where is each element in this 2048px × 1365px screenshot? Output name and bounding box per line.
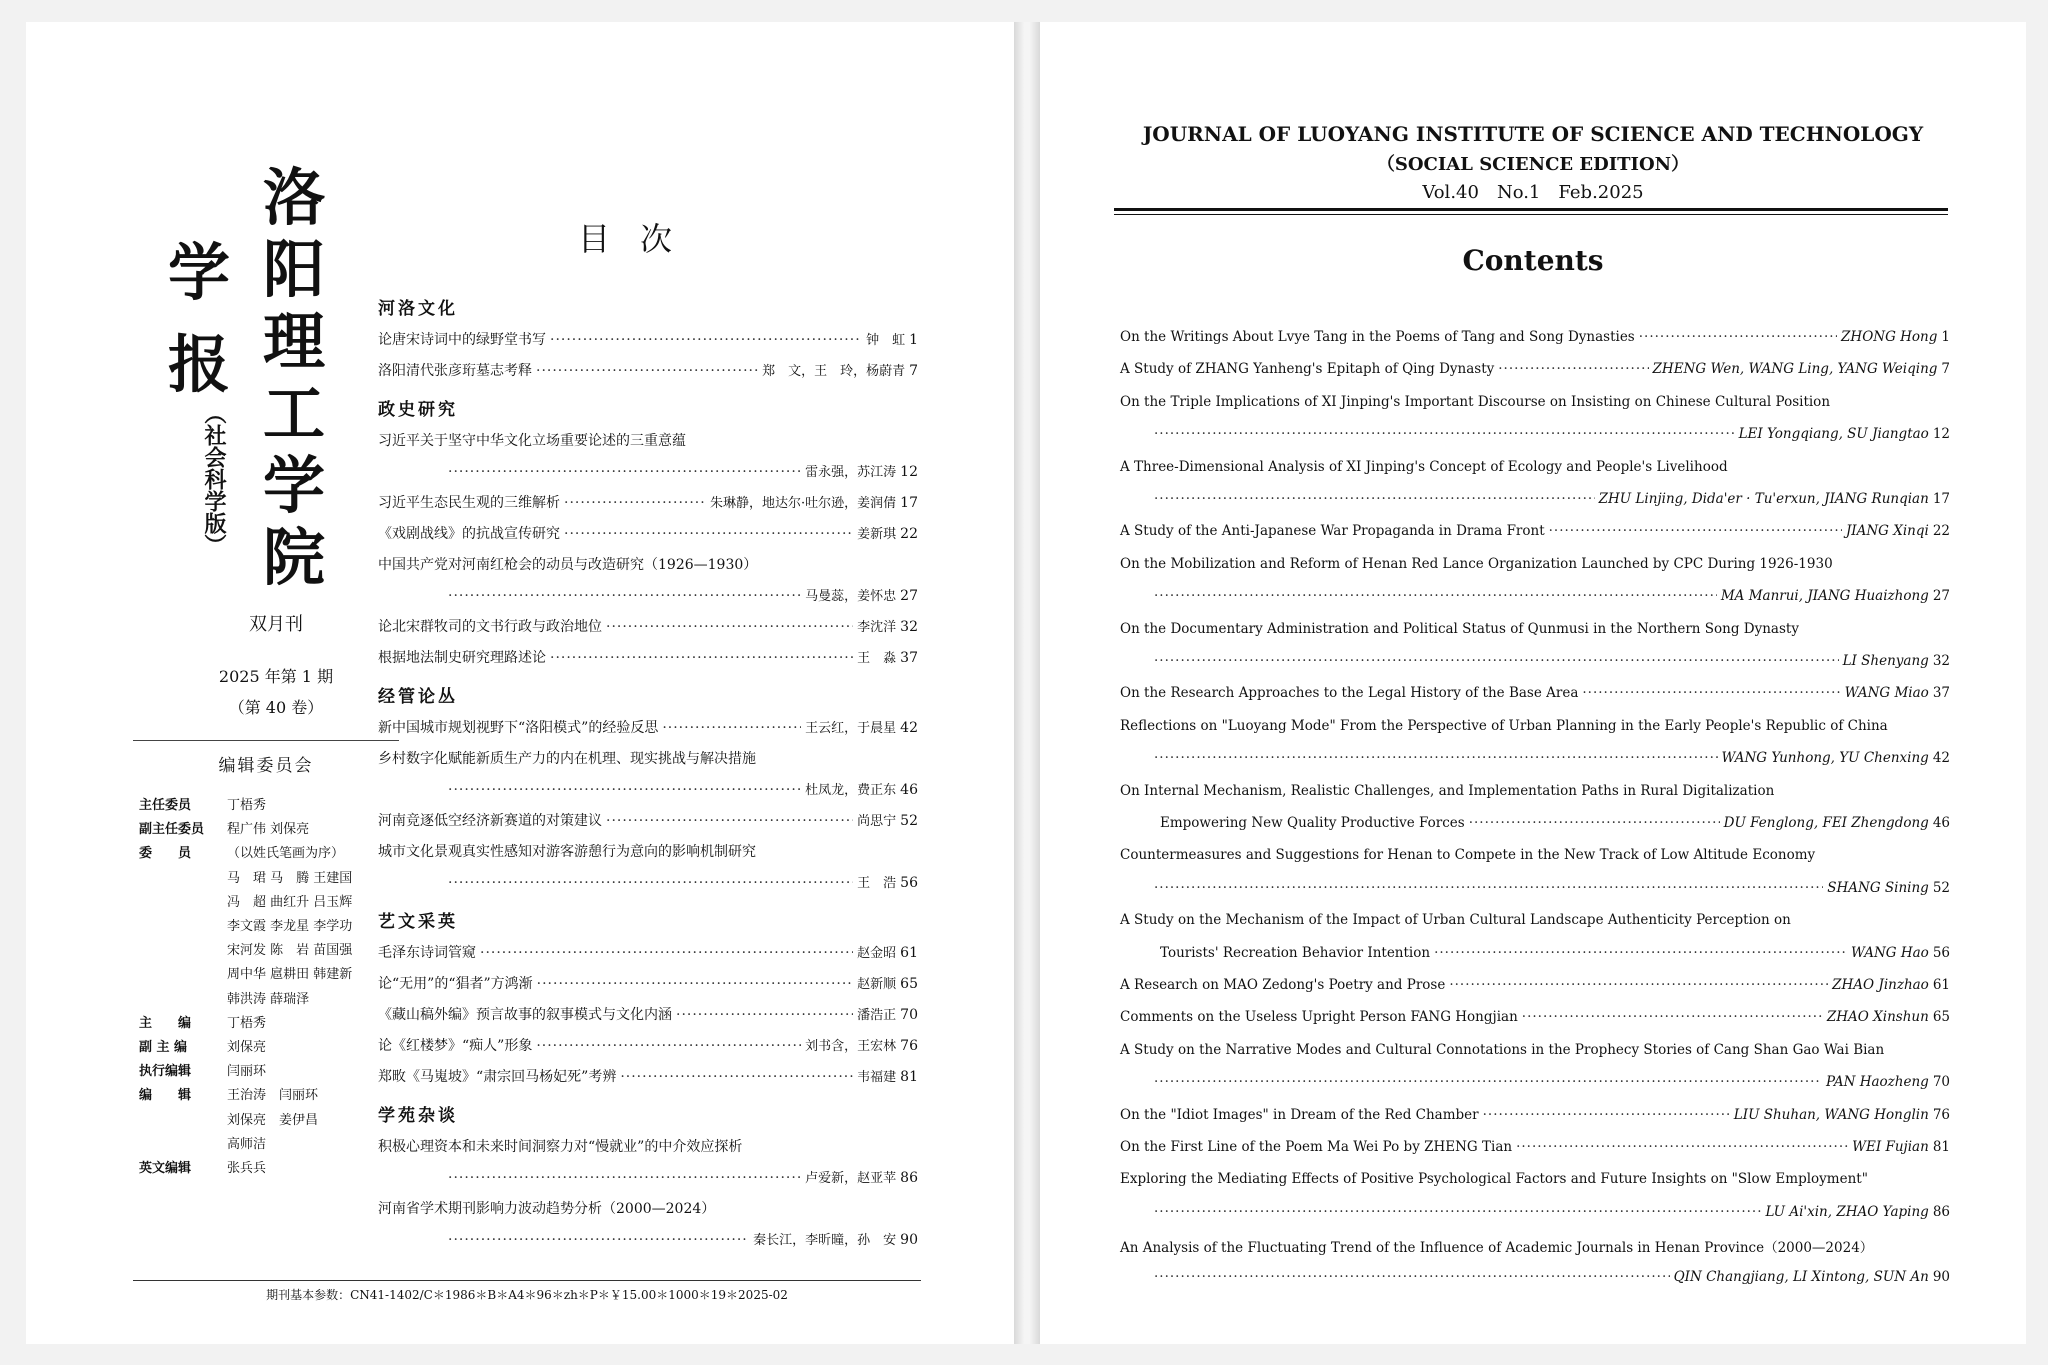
board-names: 李文霞 李龙星 李学功 <box>227 919 353 934</box>
title-char: 学 <box>167 236 230 309</box>
toc-entry-page: 1 <box>1941 329 1950 345</box>
toc-entry-title: 积极心理资本和未来时间洞察力对“慢就业”的中介效应探析 <box>378 1139 743 1155</box>
toc-entry <box>378 329 918 349</box>
toc-leader-dots <box>1154 491 1595 507</box>
toc-entry-page: 7 <box>909 363 918 379</box>
title-char: 院 <box>262 521 325 594</box>
board-row <box>139 963 402 982</box>
toc-entry-page: 32 <box>900 619 918 635</box>
toc-entry-page: 17 <box>1932 491 1950 507</box>
toc-entry-author: LEI Yongqiang, SU Jiangtao <box>1738 426 1929 443</box>
toc-entry-author: ZHAO Xinshun <box>1826 1009 1929 1026</box>
toc-entry <box>1150 1204 1950 1220</box>
toc-leader-dots <box>1522 1009 1823 1025</box>
toc-entry <box>1150 1269 1950 1285</box>
toc-entry <box>1120 847 1950 863</box>
toc-entry <box>1120 523 1950 539</box>
toc-entry-page: 32 <box>1932 653 1950 669</box>
toc-entry-author: 杜凤龙，费正东 <box>805 783 897 798</box>
toc-entry-page: 52 <box>1932 879 1950 896</box>
toc-entry-author: 朱琳静，地达尔·吐尔逊，姜润倩 <box>710 496 897 511</box>
toc-entry-page: 37 <box>900 650 918 666</box>
toc-entry-title: On the First Line of the Poem Ma Wei Po by ZHENG Tian <box>1120 1139 1513 1155</box>
toc-leader-dots <box>564 495 706 511</box>
toc-entry-author: WANG Miao <box>1844 685 1929 702</box>
toc-entry-title: 新中国城市规划视野下“洛阳模式”的经验反思 <box>378 720 659 736</box>
toc-entry-page: 70 <box>1932 1074 1950 1091</box>
toc-entry-title: 论“无用”的“猖者”方鸿渐 <box>378 976 533 992</box>
toc-entry-title: On the Documentary Administration and Political Status of Qunmusi in the Northern Song Dynasty <box>1120 620 1799 637</box>
toc-entry <box>378 810 918 830</box>
toc-leader-dots <box>662 720 801 736</box>
toc-leader-dots <box>536 1038 801 1054</box>
board-names: 王治涛 闫丽环 <box>227 1088 319 1104</box>
board-names: 马 珺 马 腾 王建国 <box>227 870 353 886</box>
toc-entry <box>444 585 918 604</box>
toc-entry-author: ZHONG Hong <box>1841 329 1938 345</box>
contents-heading: Contents <box>1462 244 1604 277</box>
toc-entry-title: 根据地法制史研究理路述论 <box>378 650 546 666</box>
toc-entry <box>378 492 918 512</box>
toc-entry-author: 郑 文，王 玲，杨蔚青 <box>762 364 906 379</box>
board-names: 刘保亮 姜伊昌 <box>227 1112 319 1128</box>
toc-leader-dots <box>448 1170 801 1186</box>
toc-entry-author: 韦福建 <box>857 1070 897 1085</box>
toc-entry-author: ZHAO Jinzhao <box>1832 977 1929 993</box>
journal-issue-en: Vol.40 No.1 Feb.2025 <box>1422 182 1644 203</box>
toc-entry-author: 王 淼 <box>857 651 897 666</box>
toc-leader-dots <box>448 464 801 480</box>
toc-entry <box>1120 1107 1950 1123</box>
board-row <box>139 1157 402 1176</box>
toc-entry-author: 卢爱新，赵亚苹 <box>805 1171 897 1186</box>
toc-leader-dots <box>564 526 853 542</box>
toc-entry <box>444 461 918 480</box>
toc-entry <box>378 1136 918 1156</box>
toc-section-heading: 经管论丛 <box>378 687 458 707</box>
toc-entry-page: 7 <box>1941 361 1950 378</box>
volume-label: （第 40 卷） <box>228 698 324 717</box>
board-role <box>139 939 227 958</box>
toc-entry-author: ZHENG Wen, WANG Ling, YANG Weiqing <box>1652 361 1938 378</box>
edition-label: （社会科学版） <box>201 402 226 556</box>
journal-subtitle-vertical <box>159 227 239 411</box>
toc-entry-title: A Three-Dimensional Analysis of XI Jinping's Concept of Ecology and People's Livelihood <box>1120 458 1728 475</box>
toc-entry-author: WEI Fujian <box>1852 1139 1929 1155</box>
toc-entry <box>378 942 918 962</box>
toc-entry-title: A Study of the Anti-Japanese War Propaganda in Drama Front <box>1120 523 1545 540</box>
toc-entry <box>1120 621 1950 637</box>
toc-entry <box>1150 653 1950 669</box>
toc-entry <box>1150 880 1950 896</box>
toc-entry-title: On the "Idiot Images" in Dream of the Red Chamber <box>1120 1106 1479 1123</box>
toc-entry-author: 雷永强，苏江涛 <box>805 465 897 480</box>
divider <box>1114 214 1948 215</box>
toc-entry-title: 河南省学术期刊影响力波动趋势分析（2000—2024） <box>378 1201 716 1217</box>
toc-entry <box>1120 783 1950 799</box>
board-role: 主 编 <box>139 1015 192 1031</box>
toc-entry-author: 王云红，于晨星 <box>805 721 897 736</box>
board-row <box>139 1012 402 1031</box>
toc-entry-page: 17 <box>900 495 918 511</box>
toc-entry <box>1120 977 1950 993</box>
journal-name-en: JOURNAL OF LUOYANG INSTITUTE OF SCIENCE AND TECHNOLOGY <box>1142 122 1924 146</box>
divider <box>133 740 399 741</box>
divider <box>133 1280 921 1281</box>
toc-entry <box>378 717 918 737</box>
toc-entry-author: ZHU Linjing, Dida'er · Tu'erxun, JIANG Runqian <box>1598 491 1929 507</box>
toc-entry-title: On Internal Mechanism, Realistic Challenges, and Implementation Paths in Rural Digitalization <box>1120 782 1775 799</box>
toc-entry-title: 习近平生态民生观的三维解析 <box>378 495 560 511</box>
board-names: 宋河发 陈 岩 苗国强 <box>227 943 353 959</box>
toc-entry <box>378 554 918 574</box>
board-role: 执行编辑 <box>139 1064 192 1080</box>
toc-entry <box>1150 491 1950 507</box>
toc-entry-title: On the Mobilization and Reform of Henan Red Lance Organization Launched by CPC During 1926-1930 <box>1120 555 1833 572</box>
board-role <box>139 915 227 934</box>
toc-entry-page: 61 <box>900 945 918 961</box>
board-names: 高师洁 <box>227 1136 267 1152</box>
toc-entry-title: 论《红楼梦》“痴人”形象 <box>378 1038 533 1054</box>
toc-entry-title: Countermeasures and Suggestions for Henan to Compete in the New Track of Low Altitude Economy <box>1120 847 1816 864</box>
toc-entry <box>444 1229 918 1248</box>
toc-entry-title: 乡村数字化赋能新质生产力的内在机理、现实挑战与解决措施 <box>378 751 756 767</box>
toc-entry <box>444 872 918 891</box>
toc-entry-author: 王 浩 <box>857 876 897 891</box>
board-role <box>139 988 227 1007</box>
toc-entry <box>378 1004 918 1024</box>
toc-entry-title: 《戏剧战线》的抗战宣传研究 <box>378 526 560 542</box>
board-row <box>139 939 402 958</box>
toc-entry-title: 洛阳清代张彦珩墓志考释 <box>378 363 532 379</box>
page-gutter <box>1014 22 1040 1344</box>
toc-leader-dots <box>448 1232 749 1248</box>
toc-entry-page: 52 <box>900 813 918 829</box>
board-role <box>139 867 227 886</box>
journal-edition-en: （SOCIAL SCIENCE EDITION） <box>1376 154 1690 175</box>
board-row <box>139 842 402 861</box>
english-contents-page <box>1040 22 2026 1344</box>
toc-leader-dots <box>1434 945 1847 961</box>
toc-entry-page: 90 <box>900 1232 918 1248</box>
toc-entry-author: 马曼蕊，姜怀忠 <box>805 589 897 604</box>
toc-leader-dots <box>1154 750 1718 766</box>
board-role: 委 员 <box>139 846 192 862</box>
board-role: 副主任委员 <box>139 822 205 838</box>
toc-entry-page: 65 <box>1932 1009 1950 1026</box>
board-role <box>139 891 227 910</box>
toc-entry-page: 76 <box>900 1038 918 1054</box>
board-row <box>139 1060 402 1079</box>
toc-entry <box>1120 1042 1950 1058</box>
toc-entry <box>378 1198 918 1218</box>
toc-entry <box>1150 750 1950 766</box>
board-names: 韩洪涛 薛瑞泽 <box>227 991 310 1007</box>
toc-entry <box>378 647 918 667</box>
toc-entry <box>1120 459 1950 475</box>
toc-entry-title: Comments on the Useless Upright Person FANG Hongjian <box>1120 1009 1518 1026</box>
toc-entry <box>1120 912 1950 928</box>
toc-leader-dots <box>1639 329 1837 345</box>
toc-entry-page: 1 <box>909 332 918 348</box>
board-names: 刘保亮 <box>227 1040 267 1055</box>
toc-entry <box>378 841 918 861</box>
toc-entry-author: 秦长江，李昕曈，孙 安 <box>753 1233 897 1248</box>
toc-entry-author: SHANG Sining <box>1827 879 1929 896</box>
title-char: 学 <box>262 449 325 522</box>
toc-leader-dots <box>1483 1107 1730 1123</box>
board-role <box>139 963 227 982</box>
toc-entry-title: Tourists' Recreation Behavior Intention <box>1160 944 1431 961</box>
toc-entry-title: 《藏山稿外编》预言故事的叙事模式与文化内涵 <box>378 1007 672 1023</box>
title-char: 报 <box>167 328 230 401</box>
toc-entry-title: 毛泽东诗词管窥 <box>378 945 476 961</box>
toc-entry <box>378 523 918 543</box>
toc-leader-dots <box>1154 588 1717 604</box>
toc-entry-title: A Study on the Narrative Modes and Cultural Connotations in the Prophecy Stories of Cang Shan Gao Wai Bian <box>1120 1041 1885 1058</box>
toc-entry-title: On the Triple Implications of XI Jinping's Important Discourse on Insisting on Chinese Cultural Position <box>1120 393 1831 410</box>
toc-entry-author: WANG Yunhong, YU Chenxing <box>1721 750 1929 767</box>
toc-entry-author: 姜新琪 <box>857 527 897 542</box>
title-char: 工 <box>262 377 325 450</box>
toc-leader-dots <box>1154 1074 1822 1090</box>
board-names: （以姓氏笔画为序） <box>227 846 345 862</box>
toc-entry <box>1160 815 1950 831</box>
toc-entry-author: 刘书含，王宏林 <box>805 1039 897 1054</box>
board-row <box>139 1084 402 1103</box>
toc-entry-author: 李沈洋 <box>857 620 897 635</box>
toc-section-heading: 学苑杂谈 <box>378 1106 458 1126</box>
toc-leader-dots <box>1582 685 1840 701</box>
board-role: 编 辑 <box>139 1088 192 1104</box>
toc-entry-author: QIN Changjiang, LI Xintong, SUN An <box>1673 1268 1929 1285</box>
toc-entry-title: Exploring the Mediating Effects of Positive Psychological Factors and Future Insights on "Slow Employment" <box>1120 1171 1868 1188</box>
toc-entry <box>444 1167 918 1186</box>
toc-entry <box>378 616 918 636</box>
frequency-label: 双月刊 <box>249 614 303 635</box>
toc-entry-title: On the Research Approaches to the Legal History of the Base Area <box>1120 685 1579 702</box>
toc-leader-dots <box>448 782 801 798</box>
toc-entry <box>1120 718 1950 734</box>
toc-entry <box>1120 556 1950 572</box>
toc-leader-dots <box>537 976 854 992</box>
board-names: 程广伟 刘保亮 <box>227 822 310 838</box>
toc-entry <box>1120 1171 1950 1187</box>
toc-leader-dots <box>550 650 853 666</box>
toc-section-heading: 艺文采英 <box>378 912 458 932</box>
toc-leader-dots <box>448 875 853 891</box>
toc-entry-author: LI Shenyang <box>1842 653 1929 669</box>
toc-entry <box>378 1035 918 1055</box>
toc-entry-page: 27 <box>1932 588 1950 605</box>
toc-entry-author: LIU Shuhan, WANG Honglin <box>1733 1106 1929 1123</box>
toc-leader-dots <box>536 363 758 379</box>
toc-entry-author: 尚思宁 <box>857 814 897 829</box>
divider <box>1114 208 1948 211</box>
toc-entry-title: 习近平关于坚守中华文化立场重要论述的三重意蕴 <box>378 433 686 449</box>
toc-entry-title: Empowering New Quality Productive Forces <box>1160 815 1465 831</box>
toc-leader-dots <box>1516 1139 1848 1155</box>
toc-entry-title: 河南竞逐低空经济新赛道的对策建议 <box>378 813 602 829</box>
issue-label: 2025 年第 1 期 <box>218 667 334 686</box>
title-char: 洛 <box>262 161 325 234</box>
toc-entry <box>378 748 918 768</box>
toc-leader-dots <box>1154 880 1823 896</box>
toc-entry-author: DU Fenglong, FEI Zhengdong <box>1723 815 1929 831</box>
toc-entry-author: 赵新顺 <box>857 977 897 992</box>
toc-leader-dots <box>550 332 862 348</box>
board-role: 英文编辑 <box>139 1161 192 1176</box>
board-names: 周中华 扈耕田 韩建新 <box>227 967 353 983</box>
toc-entry-page: 12 <box>900 464 918 480</box>
toc-entry-author: JIANG Xinqi <box>1845 523 1929 540</box>
board-names: 张兵兵 <box>227 1161 267 1176</box>
board-row <box>139 988 402 1007</box>
board-role <box>139 1133 227 1152</box>
toc-entry-title: A Study of ZHANG Yanheng's Epitaph of Qing Dynasty <box>1120 361 1495 378</box>
toc-leader-dots <box>1498 361 1648 377</box>
board-row <box>139 1036 402 1055</box>
toc-leader-dots <box>1154 1269 1670 1285</box>
toc-entry-title: 城市文化景观真实性感知对游客游憩行为意向的影响机制研究 <box>378 844 756 860</box>
toc-entry-page: 27 <box>900 588 918 604</box>
toc-leader-dots <box>448 588 801 604</box>
toc-entry-page: 37 <box>1932 685 1950 702</box>
toc-entry <box>1120 329 1950 345</box>
journal-parameters: 期刊基本参数：CN41-1402/C＊1986＊B＊A4＊96＊zh＊P＊￥15.00＊1000＊19＊2025-02 <box>266 1288 788 1302</box>
toc-entry-title: On the Writings About Lvye Tang in the Poems of Tang and Song Dynasties <box>1120 329 1635 345</box>
toc-entry-author: WANG Hao <box>1851 944 1929 961</box>
toc-entry <box>1120 361 1950 377</box>
toc-leader-dots <box>480 945 853 961</box>
toc-entry-page: 65 <box>900 976 918 992</box>
toc-leader-dots <box>1154 1204 1761 1220</box>
board-row <box>139 1133 402 1152</box>
toc-entry-page: 61 <box>1932 977 1950 993</box>
board-role: 副 主 编 <box>139 1040 188 1055</box>
toc-entry-title: 郑畋《马嵬坡》“肃宗回马杨妃死”考辨 <box>378 1069 617 1085</box>
toc-entry-page: 46 <box>900 782 918 798</box>
toc-entry-page: 76 <box>1932 1106 1950 1123</box>
toc-entry-title: 论唐宋诗词中的绿野堂书写 <box>378 332 546 348</box>
toc-entry <box>444 779 918 798</box>
toc-entry <box>1120 1009 1950 1025</box>
board-row <box>139 1109 402 1128</box>
toc-entry <box>1160 945 1950 961</box>
toc-leader-dots <box>606 813 853 829</box>
toc-entry-title: An Analysis of the Fluctuating Trend of the Influence of Academic Journals in Henan Province（2000—2024） <box>1120 1240 1874 1257</box>
toc-entry <box>1150 426 1950 442</box>
toc-entry-title: A Research on MAO Zedong's Poetry and Prose <box>1120 977 1446 993</box>
title-char: 阳 <box>262 233 325 306</box>
toc-entry <box>1120 685 1950 701</box>
board-row <box>139 891 402 910</box>
toc-entry <box>1150 588 1950 604</box>
board-row <box>139 818 402 837</box>
toc-entry-page: 46 <box>1932 815 1950 831</box>
toc-entry <box>378 973 918 993</box>
toc-heading: 目次 <box>578 220 703 258</box>
toc-entry-title: Reflections on "Luoyang Mode" From the Perspective of Urban Planning in the Early People's Republic of China <box>1120 717 1888 734</box>
toc-entry-page: 86 <box>900 1170 918 1186</box>
toc-entry-title: 中国共产党对河南红枪会的动员与改造研究（1926—1930） <box>378 557 758 573</box>
toc-entry <box>1150 1074 1950 1090</box>
toc-entry <box>378 430 918 450</box>
chinese-toc-page <box>26 22 1014 1344</box>
board-names: 闫丽环 <box>227 1064 267 1080</box>
editorial-board-title: 编辑委员会 <box>218 756 314 776</box>
toc-entry <box>1120 1139 1950 1155</box>
toc-entry-page: 42 <box>900 720 918 736</box>
toc-entry-page: 12 <box>1932 426 1950 443</box>
toc-section-heading: 河洛文化 <box>378 299 458 319</box>
toc-entry <box>378 1066 918 1086</box>
toc-entry-author: 赵金昭 <box>857 946 897 961</box>
toc-entry-page: 56 <box>1932 944 1950 961</box>
toc-leader-dots <box>1549 523 1842 539</box>
toc-entry-author: 潘浩正 <box>857 1008 897 1023</box>
toc-entry-page: 90 <box>1932 1268 1950 1285</box>
board-row <box>139 794 402 813</box>
toc-entry-page: 56 <box>900 875 918 891</box>
board-names: 丁梧秀 <box>227 798 267 813</box>
title-char: 理 <box>262 305 325 378</box>
toc-leader-dots <box>1449 977 1828 993</box>
board-row <box>139 867 402 886</box>
journal-title-vertical <box>254 162 334 594</box>
toc-entry-title: 论北宋群牧司的文书行政与政治地位 <box>378 619 602 635</box>
toc-section-heading: 政史研究 <box>378 400 458 420</box>
toc-leader-dots <box>1154 426 1735 442</box>
toc-leader-dots <box>1469 815 1720 831</box>
toc-leader-dots <box>1154 653 1839 669</box>
toc-entry-page: 22 <box>1932 523 1950 540</box>
toc-entry <box>1120 394 1950 410</box>
toc-entry-author: 钟 虹 <box>866 333 906 348</box>
toc-leader-dots <box>620 1069 853 1085</box>
toc-leader-dots <box>676 1007 853 1023</box>
board-row <box>139 915 402 934</box>
toc-entry-page: 70 <box>900 1007 918 1023</box>
board-role: 主任委员 <box>139 798 192 813</box>
toc-entry-author: MA Manrui, JIANG Huaizhong <box>1720 588 1929 605</box>
toc-leader-dots <box>606 619 853 635</box>
board-role <box>139 1109 227 1128</box>
toc-entry-page: 81 <box>1932 1139 1950 1155</box>
toc-entry-author: PAN Haozheng <box>1826 1074 1929 1091</box>
toc-entry-author: LU Ai'xin, ZHAO Yaping <box>1765 1203 1929 1220</box>
toc-entry-page: 42 <box>1932 750 1950 767</box>
board-names: 丁梧秀 <box>227 1015 267 1031</box>
board-names: 冯 超 曲红升 吕玉辉 <box>227 894 353 910</box>
toc-entry-page: 22 <box>900 526 918 542</box>
toc-entry-page: 86 <box>1932 1203 1950 1220</box>
toc-entry-page: 81 <box>900 1069 918 1085</box>
toc-entry <box>1120 1236 1950 1256</box>
toc-entry <box>378 360 918 380</box>
toc-entry-title: A Study on the Mechanism of the Impact of Urban Cultural Landscape Authenticity Perception on <box>1120 912 1791 929</box>
